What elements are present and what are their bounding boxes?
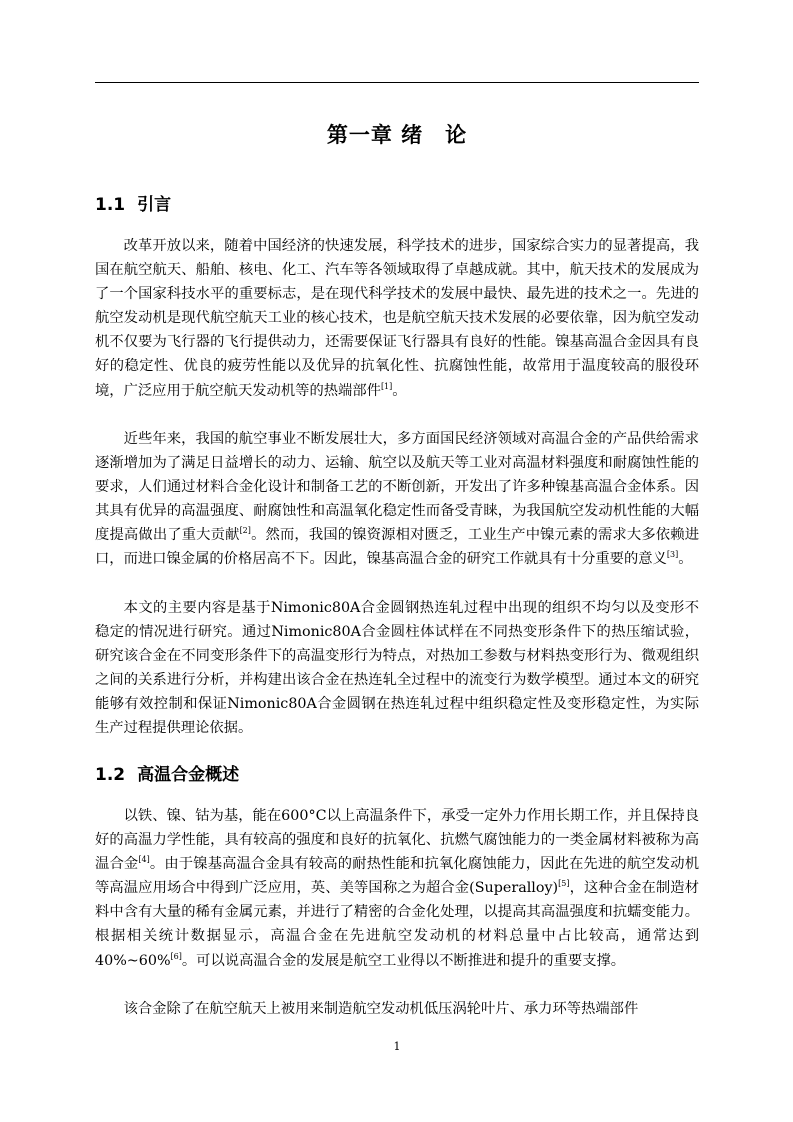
- paragraph-1-1-1: 改革开放以来，随着中国经济的快速发展，科学技术的进步，国家综合实力的显著提高，我国在航空航天、船舶、核电、化工、汽车等各领域取得了卓越成就。其中，航天技术的发展成为了一个国家科技水平的重要标志，是在现代科学技术的发展中最快、最先进的技术之一。先进的航空发动机是现代航空航天工业的核心技术，也是航空航天技术发展的必要依靠，因为航空发动机不仅要为飞行器的飞行提供动力，还需要保证飞行器具有良好的性能。镍基高温合金因具有良好的稳定性、优良的疲劳性能以及优异的抗氧化性、抗腐蚀性能，故常用于温度较高的服役环境，广泛应用于航空航天发动机等的热端部件[1]。: [95, 238, 699, 399]
- section-number: 1.1: [95, 195, 126, 215]
- citation: [4]: [138, 855, 150, 865]
- paragraph-1-1-2: 近些年来，我国的航空事业不断发展壮大，多方面国民经济领域对高温合金的产品供给需求逐渐增加为了满足日益增长的动力、运输、航空以及航天等工业对高温材料强度和耐腐蚀性能的要求，人们通过材料合金化设计和制备工艺的不断创新，开发出了许多种镍基高温合金体系。因其具有优异的高温强度、耐腐蚀性和高温氧化稳定性而备受青睐，为我国航空发动机性能的大幅度提高做出了重大贡献[2]。然而，我国的镍资源相对匮乏，工业生产中镍元素的需求大多依赖进口，而进口镍金属的价格居高不下。因此，镍基高温合金的研究工作就具有十分重要的意义[3]。: [95, 431, 700, 568]
- citation: [6]: [170, 951, 182, 961]
- paragraph-1-2-2: 该合金除了在航空航天上被用来制造航空发动机低压涡轮叶片、承力环等热端部件: [123, 1001, 639, 1017]
- section-heading-1-2: [95, 763, 699, 787]
- section-heading-1-1: [95, 193, 699, 217]
- citation: [5]: [558, 879, 570, 889]
- paragraph-1-2-1: 以铁、镍、钴为基，能在600°C以上高温条件下，承受一定外力作用长期工作，并且保持良好的高温力学性能，具有较高的强度和良好的抗氧化、抗燃气腐蚀能力的一类金属材料被称为高温合金[4]。由于镍基高温合金具有较高的耐热性能和抗氧化腐蚀能力，因此在先进的航空发动机等高温应用场合中得到广泛应用，英、美等国称之为超合金(Superalloy)[5]，这种合金在制造材料中含有大量的稀有金属元素，并进行了精密的合金化处理，以提高其高温强度和抗蠕变能力。根据相关统计数据显示，高温合金在先进航空发动机的材料总量中占比较高，通常达到40%~60%[6]。可以说高温合金的发展是航空工业得以不断推进和提升的重要支撑。: [95, 808, 700, 969]
- citation: [2]: [239, 526, 251, 536]
- chapter-title: 第一章 绪 论: [326, 123, 468, 147]
- section-number: 1.2: [95, 765, 126, 785]
- header-rule: [95, 82, 699, 83]
- page-number: 1: [393, 1040, 401, 1053]
- citation: [1]: [380, 381, 393, 391]
- paragraph-1-1-3: 本文的主要内容是基于Nimonic80A合金圆钢热连轧过程中出现的组织不均匀以及变形不稳定的情况进行研究。通过Nimonic80A合金圆柱体试样在不同热变形条件下的热压缩试验，研究该合金在不同变形条件下的高温变形行为特点，对热加工参数与材料热变形行为、微观组织之间的关系进行分析，并构建出该合金在热连轧全过程中的流变行为数学模型。通过本文的研究能够有效控制和保证Nimonic80A合金圆钢在热连轧过程中组织稳定性及变形稳定性，为实际生产过程提供理论依据。: [95, 600, 699, 737]
- citation: [3]: [666, 550, 679, 560]
- section-title: 高温合金概述: [137, 765, 240, 785]
- section-title: 引言: [137, 195, 172, 215]
